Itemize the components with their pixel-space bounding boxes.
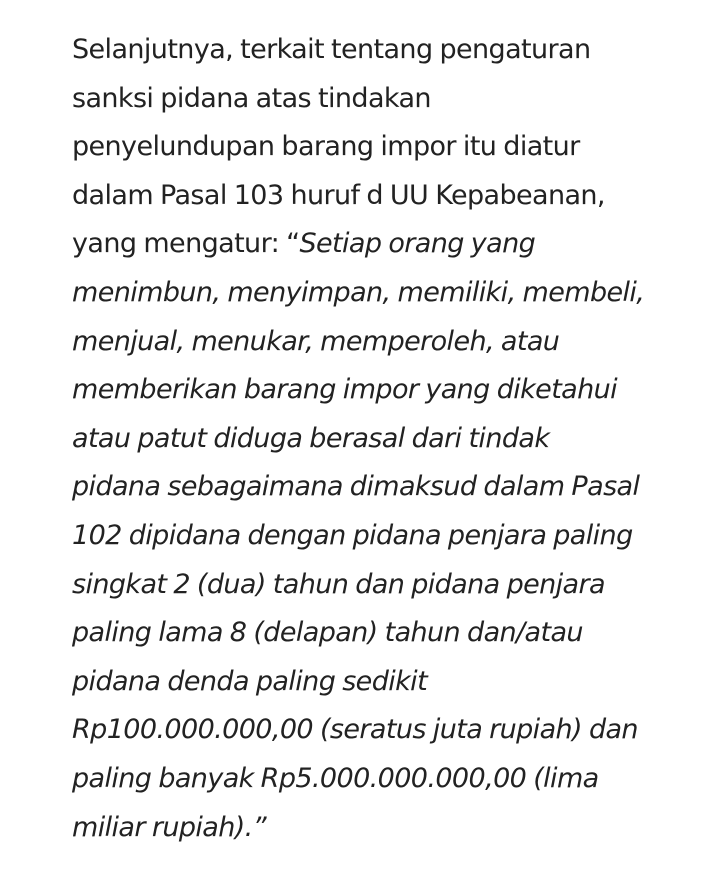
paragraph-line [72, 269, 672, 318]
paragraph-line [72, 26, 672, 75]
quoted-law-text: menimbun, menyimpan, memiliki, membeli, [72, 276, 645, 308]
paragraph-line [72, 463, 672, 512]
paragraph-line [72, 366, 672, 415]
line-text: Selanjutnya, terkait tentang pengaturan [72, 34, 591, 65]
quoted-law-text: paling banyak Rp5.000.000.000,00 (lima [72, 762, 599, 794]
paragraph-line [72, 220, 672, 269]
quoted-law-text: memberikan barang impor yang diketahui [72, 374, 618, 406]
quoted-law-text: 102 dipidana dengan pidana penjara paling [72, 519, 633, 551]
paragraph-line [72, 75, 672, 124]
paragraph-line [72, 512, 672, 561]
quoted-law-text: atau patut diduga berasal dari tindak [72, 422, 550, 454]
quoted-law-text: paling lama 8 (delapan) tahun dan/atau [72, 617, 583, 649]
paragraph-line [72, 706, 672, 755]
line-text: sanksi pidana atas tindakan [72, 82, 431, 114]
paragraph-line [72, 755, 672, 804]
line-text: dalam Pasal 103 huruf d UU Kepabeanan, [72, 179, 605, 211]
quoted-law-text: miliar rupiah).” [72, 811, 267, 843]
line-text: penyelundupan barang impor itu diatur [72, 131, 580, 163]
paragraph-line [72, 123, 672, 172]
paragraph-line [72, 561, 672, 610]
quoted-law-text: pidana denda paling sedikit [72, 665, 428, 697]
paragraph-line [72, 415, 672, 464]
quoted-law-text: Setiap orang yang [299, 228, 536, 260]
article-paragraph [72, 26, 672, 852]
paragraph-line [72, 318, 672, 367]
paragraph-line [72, 804, 672, 853]
paragraph-line [72, 609, 672, 658]
paragraph-line [72, 658, 672, 707]
line-text: yang mengatur: “ [72, 228, 300, 260]
quoted-law-text: Rp100.000.000,00 (seratus juta rupiah) dan [72, 714, 638, 746]
quoted-law-text: menjual, menukar, memperoleh, atau [72, 325, 560, 357]
paragraph-line [72, 172, 672, 221]
quoted-law-text: singkat 2 (dua) tahun dan pidana penjara [72, 568, 605, 600]
quoted-law-text: pidana sebagaimana dimaksud dalam Pasal [72, 471, 640, 503]
